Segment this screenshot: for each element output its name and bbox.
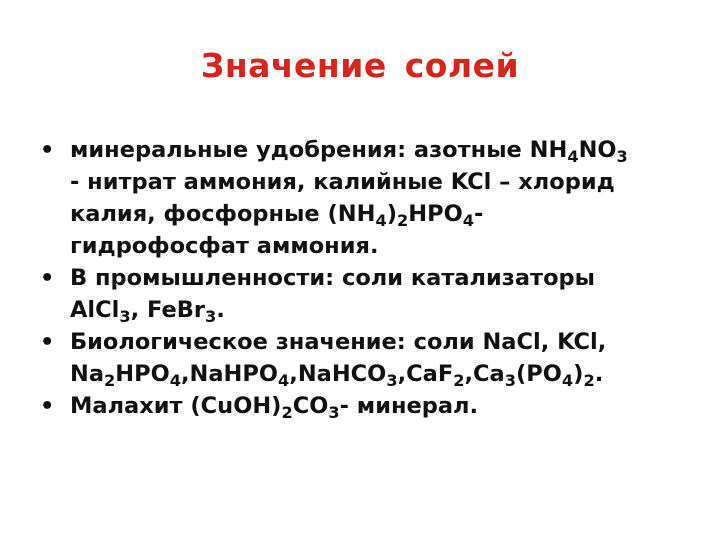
subscript: 4 xyxy=(278,370,290,390)
subscript: 2 xyxy=(453,370,465,390)
text-run: Биологическое значение: соли NaCl, KCl, xyxy=(70,329,607,355)
bullet-line xyxy=(70,134,712,166)
text-run: CO xyxy=(292,393,329,419)
bullet-line xyxy=(70,166,712,198)
subscript: 2 xyxy=(583,370,595,390)
text-run: . xyxy=(594,361,604,387)
bullet-list xyxy=(40,134,712,422)
text-run: ,NaHCO xyxy=(289,361,387,387)
bullet-line xyxy=(70,390,712,422)
subscript: 2 xyxy=(104,370,116,390)
subscript: 4 xyxy=(567,146,579,166)
text-run: ) xyxy=(573,361,584,387)
subscript: 3 xyxy=(204,306,217,326)
text-run: . xyxy=(216,297,225,323)
bullet-line xyxy=(70,294,712,326)
bullet-item xyxy=(40,390,712,422)
text-run: HPO xyxy=(115,361,170,387)
bullet-line xyxy=(70,262,712,294)
subscript: 3 xyxy=(328,402,340,422)
subscript: 3 xyxy=(386,370,398,390)
text-run: гидрофосфат аммония. xyxy=(70,233,379,259)
text-run: HPO xyxy=(408,201,463,227)
bullet-item xyxy=(40,134,712,262)
bullet-item xyxy=(40,326,712,390)
slide-title: Значение солей xyxy=(200,46,520,85)
text-run: - нитрат аммония, калийные KCl – хлорид xyxy=(70,169,615,195)
text-run: ) xyxy=(386,201,398,227)
bullet-line xyxy=(70,230,712,262)
subscript: 3 xyxy=(119,306,131,326)
bullet-item xyxy=(40,262,712,326)
text-run: минеральные удобрения: азотные NH xyxy=(70,137,568,163)
text-run: Na xyxy=(70,361,105,387)
subscript: 2 xyxy=(397,210,409,230)
bullet-line xyxy=(70,198,712,230)
subscript: 2 xyxy=(281,402,293,422)
text-run: NO xyxy=(578,137,617,163)
text-run: , FeBr xyxy=(130,297,205,323)
bullet-line xyxy=(70,358,712,390)
subscript: 4 xyxy=(462,210,475,230)
subscript: 3 xyxy=(504,370,516,390)
subscript: 3 xyxy=(616,146,628,166)
text-run: ,Ca xyxy=(464,361,505,387)
text-run: ,NaHPO xyxy=(181,361,279,387)
text-run: - минерал. xyxy=(339,393,479,419)
text-run: В промышленности: соли катализаторы xyxy=(70,265,595,291)
text-run: AlCl xyxy=(70,297,120,323)
text-run: (PO xyxy=(515,361,562,387)
text-run: Малахит (CuOH) xyxy=(70,393,282,419)
text-run: калия, фосфорные (NH xyxy=(70,201,376,227)
subscript: 4 xyxy=(375,210,387,230)
bullet-line xyxy=(70,326,712,358)
text-run: - xyxy=(474,201,484,227)
subscript: 4 xyxy=(561,370,574,390)
subscript: 4 xyxy=(169,370,181,390)
text-run: ,CaF xyxy=(397,361,454,387)
